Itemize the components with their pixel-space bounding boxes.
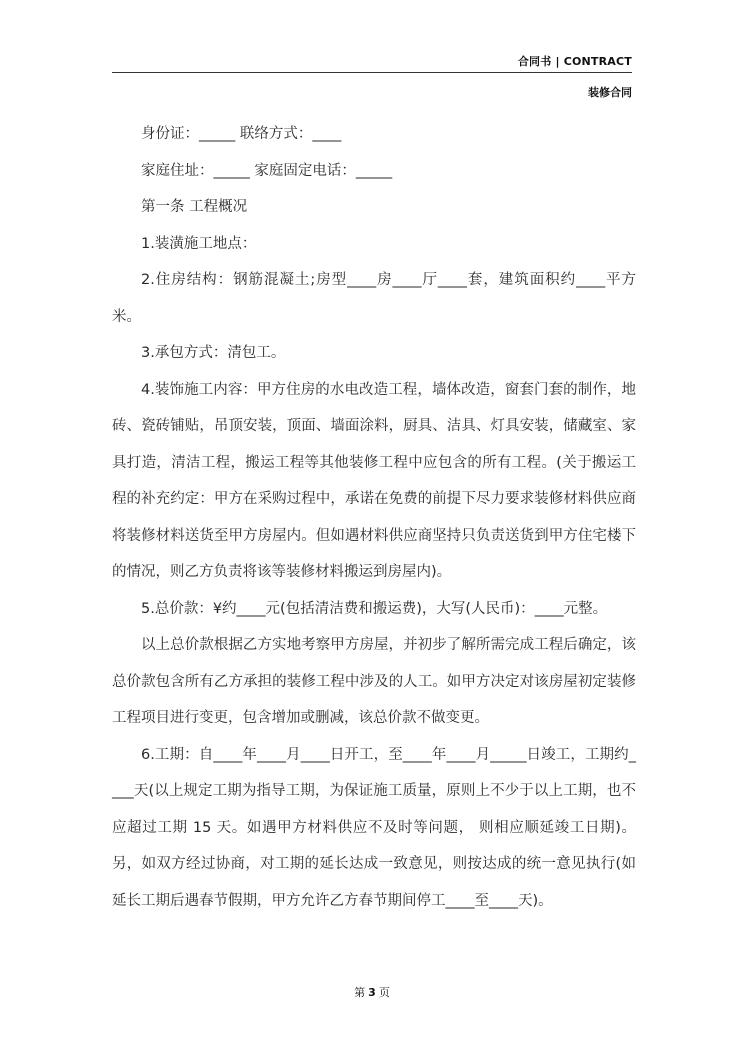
page-footer [0,984,744,1000]
clause-schedule: 6.工期：自____年____月____日开工，至____年____月_____日竣工，工期约____天(以上规定工期为指导工期，为保证施工质量，原则上不少于以上工期，也不应超过工期 15 天。如遇甲方材料供应不及时等问题， 则相应顺延竣工日期)。另，如双方经过协商，对工期的延长达成一致意见，则按达成的统一意见执行(如延长工期后遇春节假期，甲方允许乙方春节期间停工____至____天)。 [112,746,636,909]
article-one-heading: 第一条 工程概况 [141,199,248,215]
clause-structure: 2.住房结构：钢筋混凝土;房型____房____厅____套，建筑面积约____平方米。 [112,272,636,325]
header-title: 合同书 | CONTRACT [517,55,632,68]
document-body [112,116,636,919]
footer-prefix: 第 [354,986,366,999]
clause-location: 1.装潢施工地点： [141,235,257,252]
id-contact-line: 身份证：_____ 联络方式：____ [141,126,342,142]
clause-contract-type: 3.承包方式：清包工。 [141,345,286,361]
header-divider [112,72,632,73]
clause-work-content: 4.装饰施工内容：甲方住房的水电改造工程，墙体改造，窗套门套的制作，地砖、瓷砖铺贴，吊顶安装，顶面、墙面涂料，厨具、洁具、灯具安装，储藏室、家具打造，清洁工程，搬运工程等其他装修工程中应包含的所有工程。(关于搬运工程的补充约定：甲方在采购过程中，承诺在免费的前提下尽力要求装修材料供应商将装修材料送货至甲方房屋内。但如遇材料供应商坚持只负责送货到甲方住宅楼下的情况，则乙方负责将该等装修材料搬运到房屋内)。 [112,381,636,580]
footer-suffix: 页 [378,986,390,999]
clause-total-price: 5.总价款：¥约____元(包括清洁费和搬运费)，大写(人民币)：____元整。 [141,600,608,617]
clause-price-note: 以上总价款根据乙方实地考察甲方房屋，并初步了解所需完成工程后确定，该总价款包含所有乙方承担的装修工程中涉及的人工。如甲方决定对该房屋初定装修工程项目进行变更，包含增加或删减，该总价款不做变更。 [112,637,636,726]
header-subtitle: 装修合同 [588,86,632,99]
address-phone-line: 家庭住址：_____ 家庭固定电话：_____ [141,162,393,179]
page-number: 3 [368,986,376,999]
